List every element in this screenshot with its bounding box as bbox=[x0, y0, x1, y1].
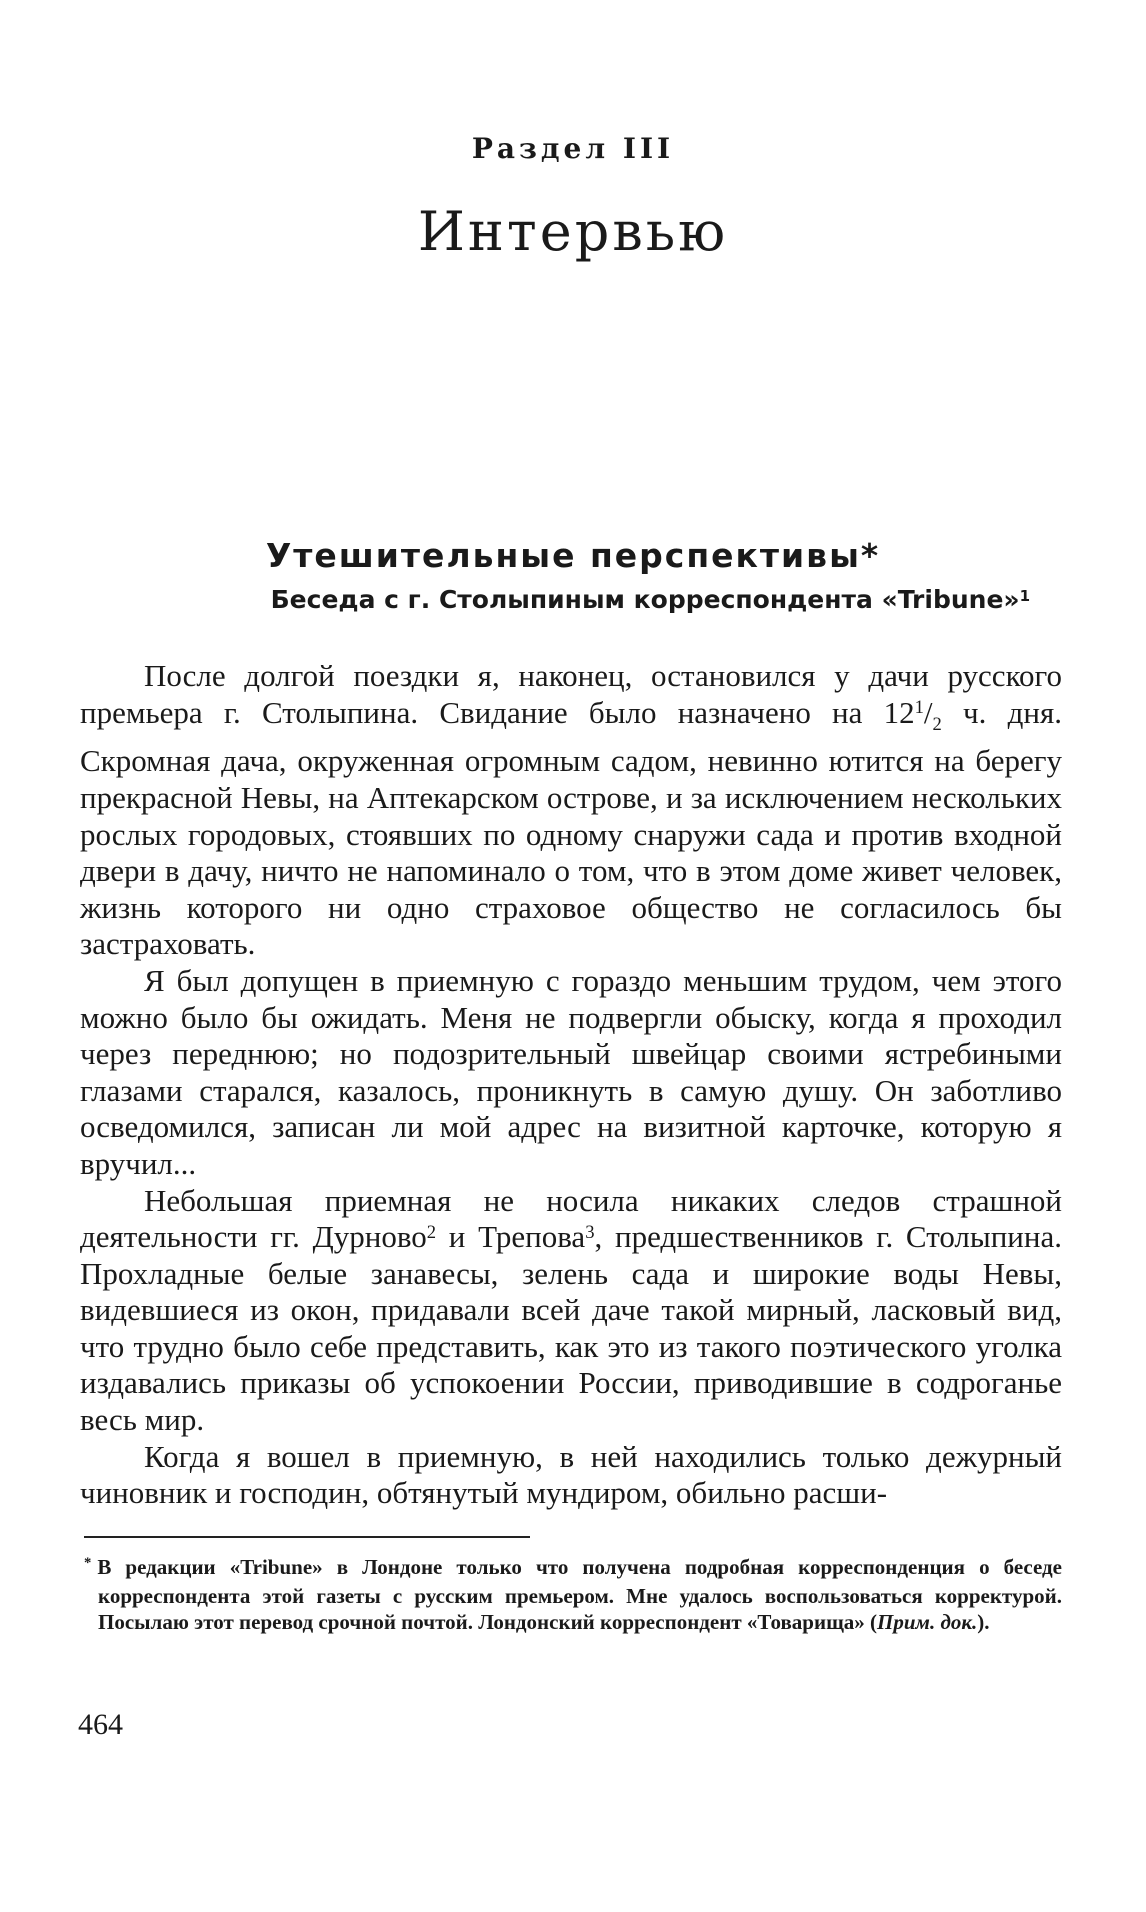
body-paragraph bbox=[80, 1439, 1062, 1512]
article-title bbox=[0, 536, 1146, 575]
paragraph-text: , предшественников г. Столыпина. Прохладные белые занавесы, зелень сада и широкие воды Невы, видевшиеся из окон, придавали всей даче такой мирный, ласковый вид, что трудно было себе представить, как это из такого поэтического уголка издавались приказы об успокоении России, приводившие в содроганье весь мир. bbox=[80, 1219, 1062, 1438]
article-subtitle-note: 1 bbox=[1019, 586, 1030, 605]
article-subtitle bbox=[170, 585, 1030, 614]
body-text bbox=[80, 658, 1062, 1512]
footnote-divider bbox=[84, 1536, 530, 1538]
body-paragraph bbox=[80, 658, 1062, 963]
body-paragraph bbox=[80, 963, 1062, 1183]
paragraph-text: / bbox=[923, 694, 933, 730]
paragraph-text: После долгой поездки я, наконец, остановился у дачи русского премьера г. Столыпина. Свидание было назначено на 12 bbox=[80, 658, 1062, 730]
superscript-note: 1 bbox=[914, 697, 924, 719]
subscript: 2 bbox=[932, 713, 942, 735]
section-label: Раздел III bbox=[471, 132, 675, 165]
page-number: 464 bbox=[78, 1708, 123, 1741]
article-title-text: Утешительные перспективы bbox=[265, 536, 861, 575]
footnote-mark: * bbox=[84, 1554, 92, 1571]
footnote-text: В редакции «Tribune» в Лондоне только что получена подробная корреспонденция о беседе корреспондента этой газеты с русским премьером. Мне удалось воспользоваться корректурой. Посылаю этот перевод срочной почтой. Лондонский корреспондент «Товарища» ( bbox=[97, 1555, 1062, 1634]
paragraph-text: ч. дня. Скромная дача, окруженная огромным садом, невинно ютится на берегу прекрасной Невы, на Аптекарском острове, и за исключением нескольких рослых городовых, стоявших по одному снаружи сада и против входной двери в дачу, ничто не напоминало о том, что в этом доме живет человек, жизнь которого ни одно страховое общество не согласилось бы застраховать. bbox=[80, 694, 1062, 962]
body-paragraph bbox=[80, 1183, 1062, 1439]
section-title: Интервью bbox=[417, 200, 729, 263]
article-subtitle-text: Беседа с г. Столыпиным корреспондента «Tribune» bbox=[270, 585, 1020, 614]
footnote-italic: Прим. док. bbox=[877, 1610, 978, 1634]
article-title-footnote-mark: * bbox=[860, 536, 881, 575]
footnote-body bbox=[84, 1554, 1062, 1635]
footnote-tail: ). bbox=[977, 1610, 990, 1634]
superscript-note: 2 bbox=[426, 1221, 437, 1243]
paragraph-text: и Трепова bbox=[436, 1219, 586, 1255]
footnote bbox=[84, 1554, 1062, 1635]
paragraph-text: Когда я вошел в приемную, в ней находились только дежурный чиновник и господин, обтянутый мундиром, обильно расши- bbox=[80, 1438, 1062, 1511]
paragraph-text: Я был допущен в приемную с гораздо меньшим трудом, чем этого можно было бы ожидать. Меня не подвергли обыску, когда я проходил через переднюю; но подозрительный швейцар своими ястребиными глазами старался, казалось, проникнуть в самую душу. Он заботливо осведомился, записан ли мой адрес на визитной карточке, которую я вручил... bbox=[80, 962, 1062, 1181]
superscript-note: 3 bbox=[585, 1221, 595, 1243]
paragraph-text: Небольшая приемная не носила никаких следов страшной деятельности гг. Дурново bbox=[80, 1182, 1062, 1255]
